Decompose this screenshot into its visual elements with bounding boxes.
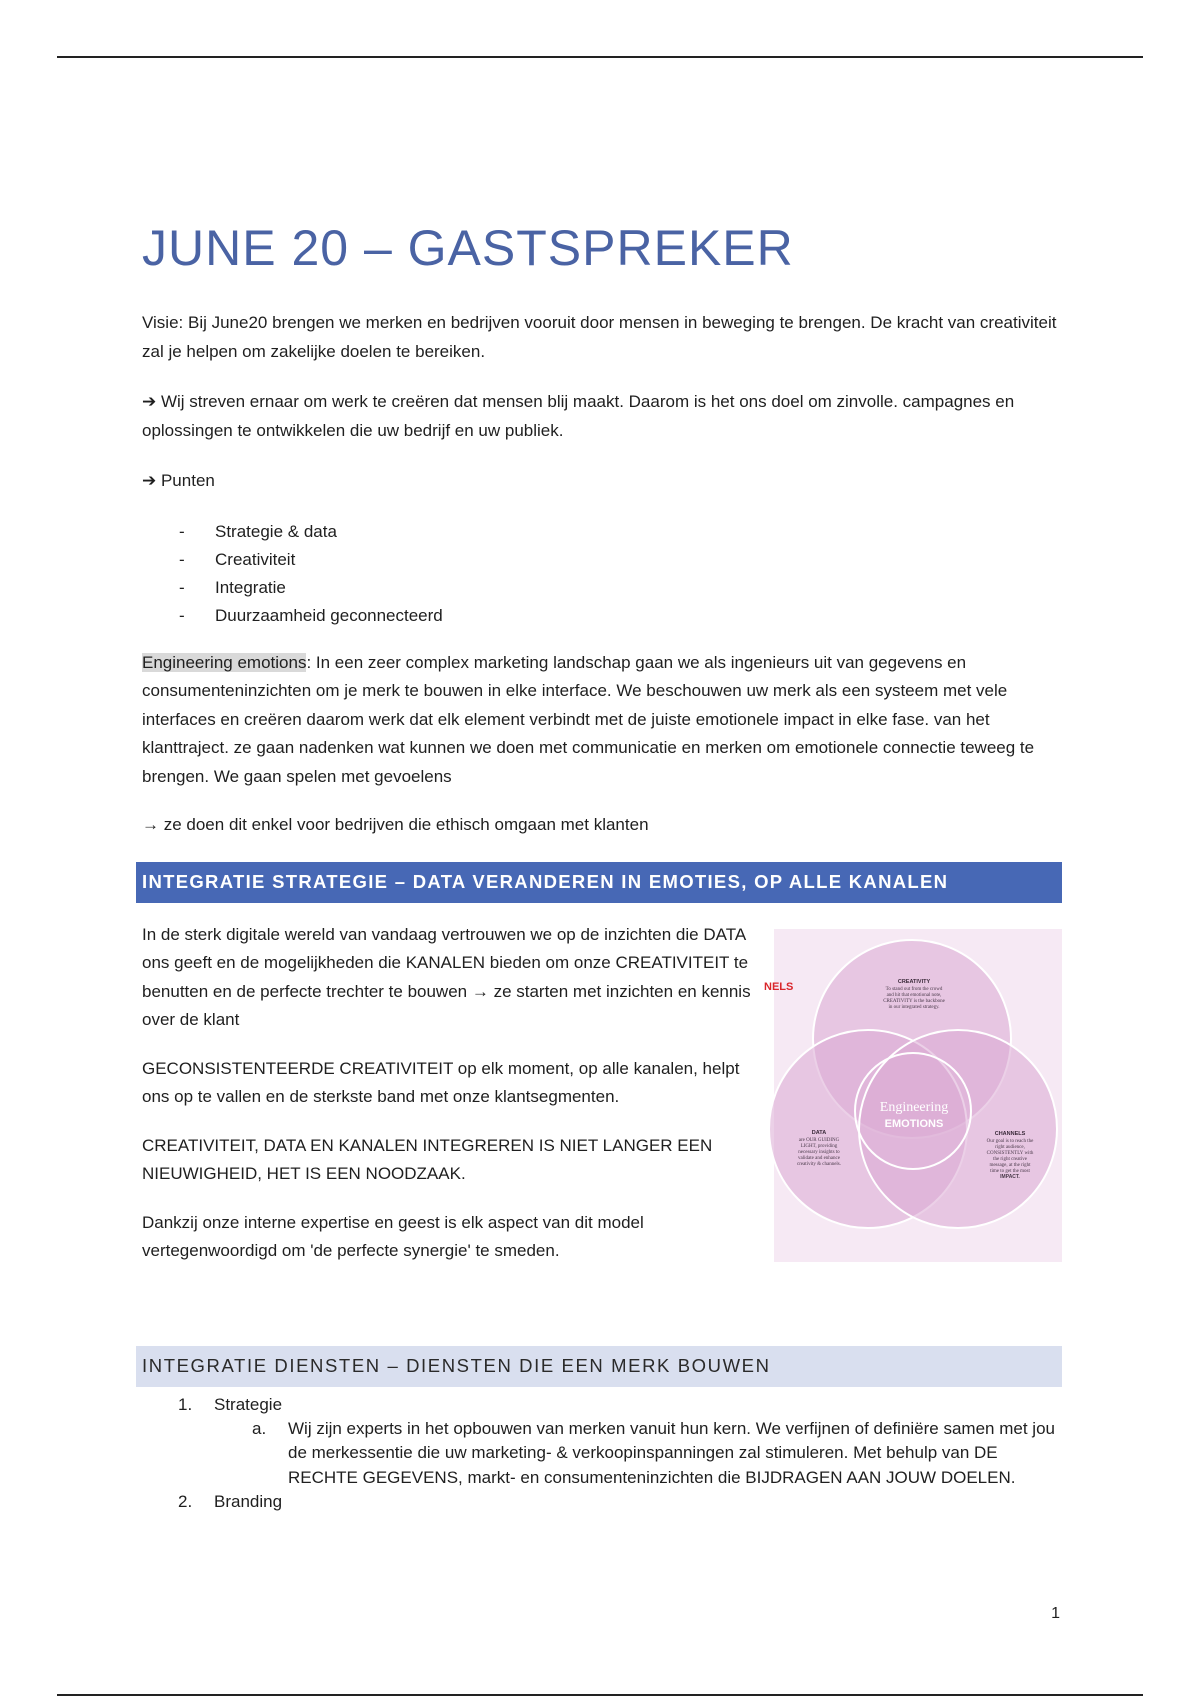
strategie-paragraph: CREATIVITEIT, DATA EN KANALEN INTEGREREN IS NIET LANGER EEN NIEUWIGHEID, HET IS EEN NOODZAAK. — [142, 1135, 713, 1184]
channels-line: the right creative — [993, 1156, 1027, 1162]
sub-list-item — [142, 1417, 1062, 1491]
section-heading-diensten: INTEGRATIE DIENSTEN – DIENSTEN DIE EEN MERK BOUWEN — [136, 1346, 1062, 1387]
data-line: LIGHT, providing — [800, 1143, 838, 1149]
strategie-paragraph: In de sterk digitale wereld van vandaag vertrouwen we op de inzichten die DATA ons geeft en de mogelijkheden die KANALEN bieden om onze CREATIVITEIT te benutten en de perfecte trechter te bouwen → ze starten met inzichten en kennis over de klant — [142, 924, 751, 1030]
list-item-label: Branding — [214, 1492, 283, 1512]
services-list — [142, 1393, 1062, 1515]
bullet-dash: - — [179, 521, 185, 541]
sub-list-text: Wij zijn experts in het opbouwen van merken vanuit hun kern. We verfijnen of definiëre samen met jou de merkessentie die uw marketing- & verkoopinspanningen zal stimuleren. Met behulp van DE RECHTE GEGEVENS, markt- en consumenteninzichten die BIJDRAGEN AAN JOUW DOELEN. — [288, 1418, 1055, 1487]
ethisch-note: → ze doen dit enkel voor bedrijven die ethisch omgaan met klanten — [142, 815, 649, 835]
channels-line: IMPACT. — [1000, 1173, 1020, 1180]
page-number: 1 — [1051, 1605, 1060, 1622]
creativity-line: CREATIVITY is the backbone — [883, 998, 945, 1004]
list-item — [179, 574, 1062, 602]
strategie-section — [142, 921, 1062, 1271]
list-item — [179, 546, 1062, 574]
data-line: are OUR GUIDING — [798, 1137, 840, 1143]
data-line: necessary insights to — [798, 1149, 840, 1155]
strategie-paragraph: Dankzij onze interne expertise en geest is elk aspect van dit model vertegenwoordigd om 'de perfecte synergie' te smeden. — [142, 1212, 644, 1261]
creativity-line: and hit that emotional note, — [886, 992, 942, 998]
venn-svg — [764, 929, 1064, 1262]
strategie-text — [142, 921, 762, 1266]
engineering-text: : In een zeer complex marketing landschap gaan we als ingenieurs uit van gegevens en consumenteninzichten om je merk te bouwen in elke interface. We beschouwen uw merk als een systeem met vele interfaces en creëren daarom werk dat elk element verbindt met de juiste emotionele impact in elke fase. van het klanttraject. ze gaan nadenken wat kunnen we doen met communicatie en merken om emotionele connectie teweeg te brengen. We gaan spelen met gevoelens — [142, 652, 1035, 786]
footer-rule — [57, 1694, 1143, 1696]
header-rule — [57, 56, 1143, 58]
creativity-line: To stand out from the crowd — [885, 986, 943, 992]
channels-line: Our goal is to reach the — [986, 1138, 1034, 1144]
creativity-title: CREATIVITY — [897, 978, 931, 985]
list-item-label: Creativiteit — [215, 549, 296, 569]
data-title: DATA — [811, 1129, 827, 1136]
channels-line: time to get the most — [990, 1168, 1030, 1174]
list-number: 2. — [178, 1492, 193, 1512]
list-item — [179, 602, 1062, 630]
list-item — [179, 518, 1062, 546]
bullet-dash: - — [179, 578, 185, 598]
points-label: ➔ Punten — [142, 471, 215, 490]
channels-line: message, at the right — [989, 1162, 1031, 1168]
strategie-paragraph: GECONSISTENTEERDE CREATIVITEIT op elk moment, op alle kanalen, helpt ons op te vallen en de sterkste band met onze klantsegmenten. — [142, 1058, 740, 1107]
creativity-line: in our integrated strategy. — [888, 1004, 940, 1010]
center-label-top: Engineering — [879, 1099, 949, 1115]
engineering-highlight: Engineering emotions — [142, 652, 307, 672]
channels-line: CONSISTENTLY with — [986, 1150, 1034, 1156]
list-item-label: Strategie & data — [215, 521, 337, 541]
bullet-dash: - — [179, 606, 185, 626]
section-heading-strategie: INTEGRATIE STRATEGIE – DATA VERANDEREN IN EMOTIES, OP ALLE KANALEN — [136, 862, 1062, 903]
list-item-label: Strategie — [214, 1394, 283, 1414]
center-label-bottom: EMOTIONS — [884, 1117, 944, 1130]
engineering-paragraph — [142, 649, 1062, 792]
data-line: creativity & channels. — [796, 1161, 842, 1167]
list-number: 1. — [178, 1394, 193, 1414]
channels-title: CHANNELS — [994, 1130, 1026, 1137]
channels-line: right audience, — [995, 1144, 1025, 1150]
data-line: validate and enhance — [798, 1155, 840, 1161]
bullet-dash: - — [179, 549, 185, 569]
page-title: JUNE 20 – GASTSPREKER — [142, 220, 794, 276]
list-item — [142, 1393, 1062, 1417]
list-item-label: Duurzaamheid geconnecteerd — [215, 606, 443, 626]
aim-paragraph: ➔ Wij streven ernaar om werk te creëren dat mensen blij maakt. Daarom is het ons doel om zinvolle. campagnes en oplossingen te ontwikkelen die uw bedrijf en uw publiek. — [142, 392, 1015, 440]
sub-list-marker: a. — [252, 1418, 267, 1438]
cut-label: NELS — [764, 980, 794, 993]
points-list — [179, 518, 1062, 631]
page-content — [142, 215, 1062, 1514]
list-item — [142, 1490, 1062, 1514]
list-item-label: Integratie — [215, 578, 286, 598]
venn-diagram-image — [764, 929, 1062, 1262]
visie-paragraph: Visie: Bij June20 brengen we merken en bedrijven vooruit door mensen in beweging te brengen. De kracht van creativiteit zal je helpen om zakelijke doelen te bereiken. — [142, 313, 1057, 361]
